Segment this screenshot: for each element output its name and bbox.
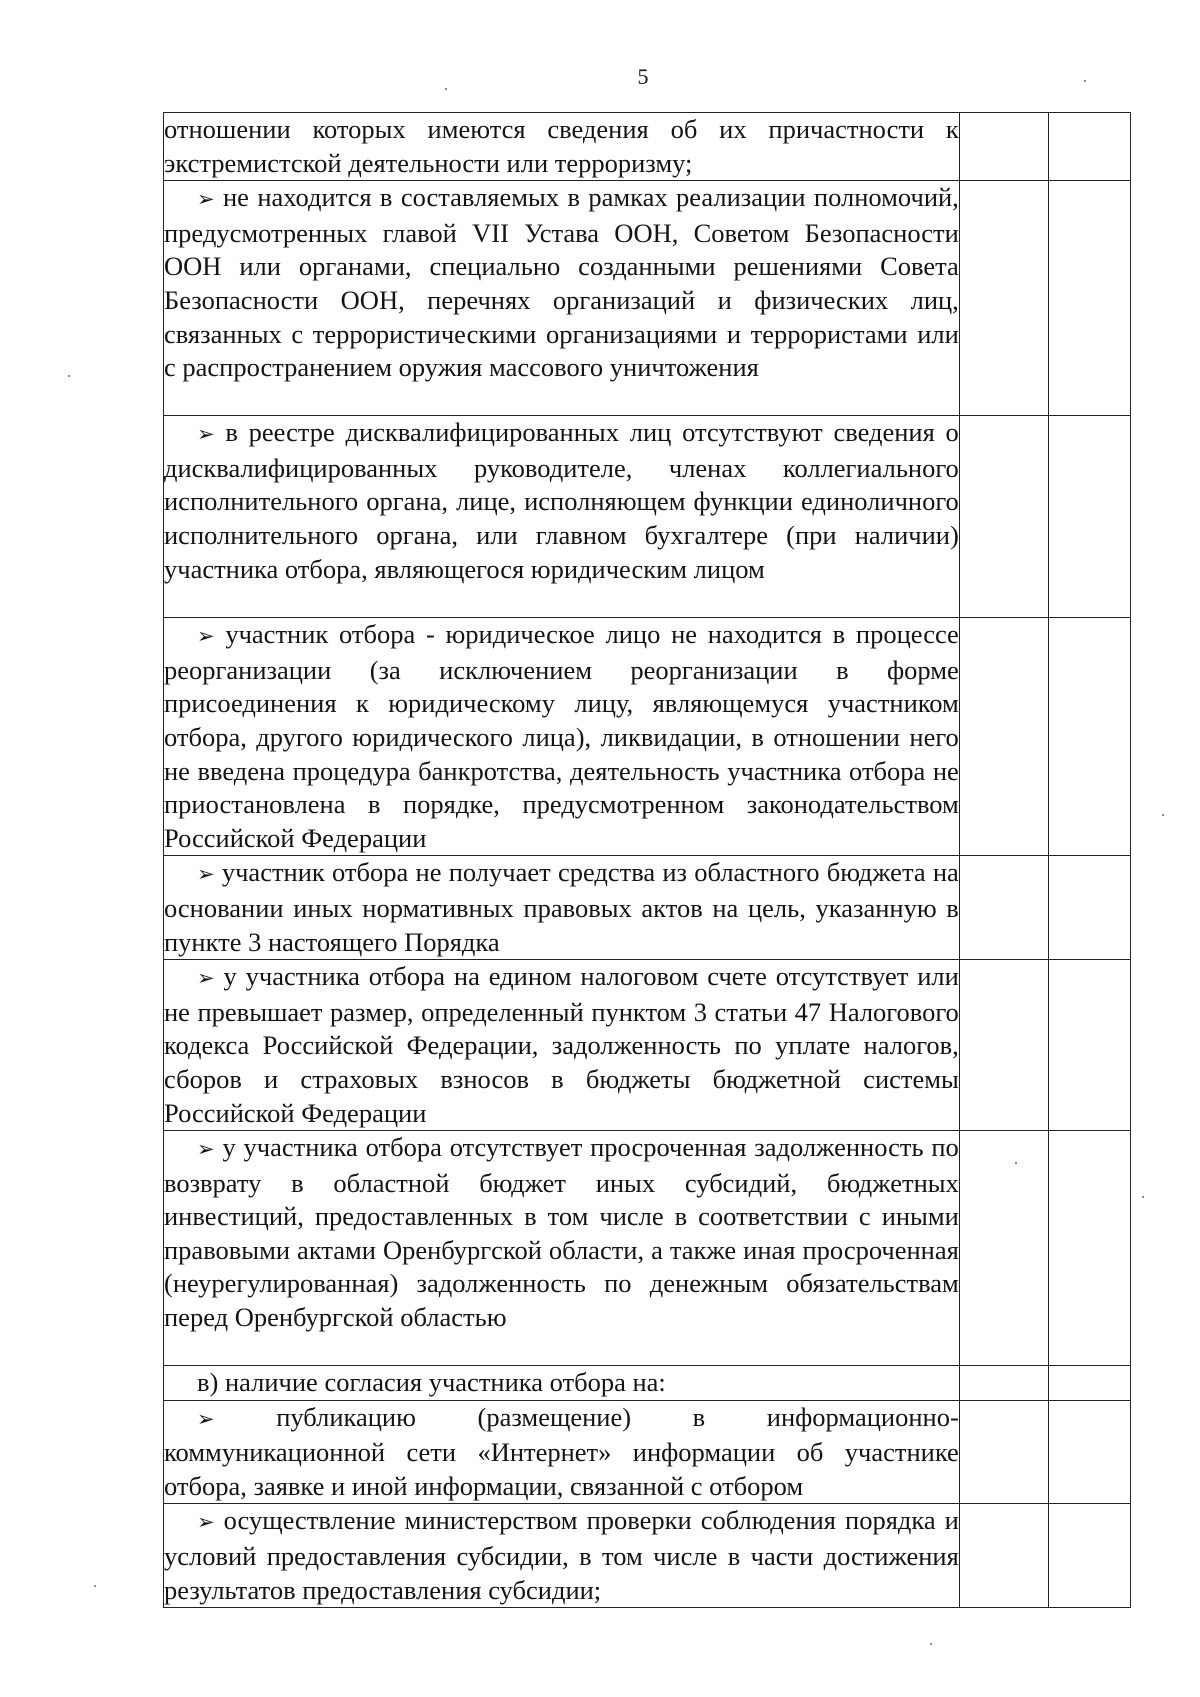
mark-cell <box>959 1131 1048 1366</box>
mark-cell <box>959 1504 1048 1608</box>
mark-cell <box>959 1366 1048 1401</box>
table-row <box>164 1400 1131 1504</box>
mark-cell <box>959 960 1048 1131</box>
mark-cell <box>959 113 1048 181</box>
criteria-cell <box>164 1131 960 1366</box>
mark-cell <box>1048 1366 1130 1401</box>
scan-speck <box>1084 80 1086 82</box>
mark-cell <box>959 618 1048 856</box>
mark-cell <box>1048 113 1130 181</box>
table-row <box>164 960 1131 1131</box>
scan-speck <box>930 1643 932 1645</box>
mark-cell <box>1048 1504 1130 1608</box>
table-row <box>164 1131 1131 1366</box>
criteria-cell <box>164 1504 960 1608</box>
table-row <box>164 113 1131 181</box>
criterion-text: публикацию (размещение) в информационно-коммуникационной сети «Интернет» информации об участнике отбора, заявке и иной информации, связанной с отбором <box>164 1401 959 1501</box>
criterion-text: в реестре дисквалифицированных лиц отсутствуют сведения о дисквалифицированных руководителе, членах коллегиального исполнительного органа, лице, исполняющем функции единоличного исполнительного органа, или главном бухгалтере (при наличии) участника отбора, являющегося юридическим лицом <box>164 417 959 584</box>
criterion-text: участник отбора - юридическое лицо не находится в процессе реорганизации (за исключением реорганизации в форме присоединения к юридическому лицу, являющемуся участником отбора, другого юридического лица), ликвидации, в отношении него не введена процедура банкротства, деятельность участника отбора не приостановлена в порядке, предусмотренном законодательством Российской Федерации <box>164 619 959 853</box>
bullet-arrow-icon: ➢ <box>197 1406 215 1431</box>
scan-speck <box>1162 814 1164 816</box>
mark-cell <box>1048 618 1130 856</box>
mark-cell <box>959 416 1048 618</box>
scan-speck <box>1015 1162 1017 1164</box>
mark-cell <box>1048 856 1130 960</box>
criterion-text: участник отбора не получает средства из областного бюджета на основании иных нормативных правовых актов на цель, указанную в пункте 3 настоящего Порядка <box>164 857 959 957</box>
criteria-cell <box>164 1366 960 1401</box>
page-number: 5 <box>637 64 649 89</box>
criteria-cell <box>164 1400 960 1504</box>
table-row <box>164 856 1131 960</box>
criteria-cell <box>164 960 960 1131</box>
criterion-text: не находится в составляемых в рамках реализации полномочий, предусмотренных главой VII Устава ООН, Советом Безопасности ООН или органами, специально созданными решениями Совета Безопасности ООН, перечнях организаций и физических лиц, связанных с террористическими организациями и террористами или с распространением оружия массового уничтожения <box>164 182 959 383</box>
mark-cell <box>1048 416 1130 618</box>
scan-speck <box>94 1585 96 1587</box>
criteria-cell <box>164 416 960 618</box>
criteria-cell <box>164 618 960 856</box>
table-row <box>164 416 1131 618</box>
table-row <box>164 1366 1131 1401</box>
bullet-arrow-icon: ➢ <box>197 1137 215 1162</box>
mark-cell <box>1048 181 1130 416</box>
criteria-cell <box>164 113 960 181</box>
criterion-text: у участника отбора отсутствует просроченная задолженность по возврату в областной бюджет иных субсидий, бюджетных инвестиций, предоставленных в том числе в соответствии с иными правовыми актами Оренбургской области, а также иная просроченная (неурегулированная) задолженность по денежным обязательствам перед Оренбургской областью <box>164 1132 959 1333</box>
mark-cell <box>959 856 1048 960</box>
bullet-arrow-icon: ➢ <box>197 422 215 447</box>
criteria-cell <box>164 856 960 960</box>
mark-cell <box>1048 960 1130 1131</box>
criterion-text: в) наличие согласия участника отбора на: <box>197 1367 666 1398</box>
bullet-arrow-icon: ➢ <box>197 862 215 887</box>
criterion-text: у участника отбора на едином налоговом счете отсутствует или не превышает размер, определенный пунктом 3 статьи 47 Налогового кодекса Российской Федерации, задолженность по уплате налогов, сборов и страховых взносов в бюджеты бюджетной системы Российской Федерации <box>164 961 959 1128</box>
bullet-arrow-icon: ➢ <box>197 624 215 649</box>
table-row <box>164 618 1131 856</box>
criterion-text: осуществление министерством проверки соблюдения порядка и условий предоставления субсидии, в том числе в части достижения результатов предоставления субсидии; <box>164 1505 959 1605</box>
bullet-arrow-icon: ➢ <box>197 966 215 991</box>
criterion-text: отношении которых имеются сведения об их причастности к экстремистской деятельности или терроризму; <box>164 114 959 178</box>
table-row <box>164 1504 1131 1608</box>
bullet-arrow-icon: ➢ <box>197 187 215 212</box>
mark-cell <box>1048 1131 1130 1366</box>
mark-cell <box>959 1400 1048 1504</box>
scan-speck <box>445 88 447 90</box>
scan-speck <box>68 375 70 377</box>
bullet-arrow-icon: ➢ <box>197 1510 215 1535</box>
mark-cell <box>959 181 1048 416</box>
mark-cell <box>1048 1400 1130 1504</box>
scan-speck <box>1142 1196 1144 1198</box>
criteria-table <box>163 112 1131 1608</box>
table-row <box>164 181 1131 416</box>
criteria-cell <box>164 181 960 416</box>
